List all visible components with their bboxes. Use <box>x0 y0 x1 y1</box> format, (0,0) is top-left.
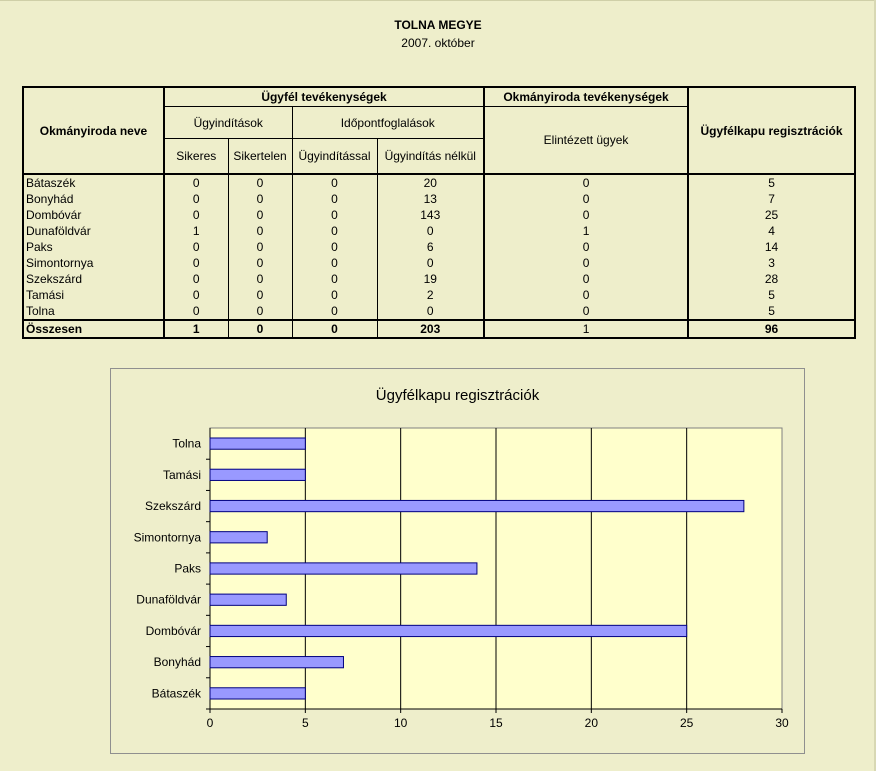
page-subtitle: 2007. október <box>401 36 475 50</box>
unsuccessful-cell: 0 <box>228 191 292 207</box>
successful-cell: 0 <box>164 239 228 255</box>
registrations-cell: 5 <box>688 287 855 303</box>
category-label: Simontornya <box>133 530 201 545</box>
with-initiation-cell: 0 <box>292 287 377 303</box>
bar <box>210 594 286 605</box>
unsuccessful-cell: 0 <box>228 303 292 320</box>
office-name-cell: Dunaföldvár <box>23 223 164 239</box>
unsuccessful-cell: 0 <box>228 271 292 287</box>
handled-cases-cell: 0 <box>484 174 688 191</box>
total-with-initiation: 0 <box>292 320 377 338</box>
bar <box>210 438 305 449</box>
successful-cell: 0 <box>164 255 228 271</box>
x-tick-label: 5 <box>301 716 309 730</box>
registrations-cell: 14 <box>688 239 855 255</box>
header-unsuccessful: Sikertelen <box>228 139 292 175</box>
office-name-cell: Simontornya <box>23 255 164 271</box>
header-case-initiation: Ügyindítások <box>164 107 292 139</box>
total-label: Összesen <box>23 320 164 338</box>
total-successful: 1 <box>164 320 228 338</box>
x-tick-label: 20 <box>584 716 599 730</box>
with-initiation-cell: 0 <box>292 271 377 287</box>
with-initiation-cell: 0 <box>292 223 377 239</box>
table-row <box>23 271 855 287</box>
registrations-cell: 5 <box>688 303 855 320</box>
unsuccessful-cell: 0 <box>228 174 292 191</box>
chart-canvas <box>111 369 804 753</box>
header-handled-cases: Elintézett ügyek <box>484 107 688 175</box>
handled-cases-cell: 0 <box>484 287 688 303</box>
table-row <box>23 223 855 239</box>
successful-cell: 0 <box>164 174 228 191</box>
registrations-chart <box>110 368 805 754</box>
window-top-border <box>0 0 876 1</box>
table-row <box>23 174 855 191</box>
header-successful: Sikeres <box>164 139 228 175</box>
category-label: Tolna <box>172 436 201 451</box>
office-name-cell: Tamási <box>23 287 164 303</box>
page-title: TOLNA MEGYE <box>394 18 482 32</box>
category-label: Dombóvár <box>145 623 201 638</box>
header-without-initiation: Ügyindítás nélkül <box>377 139 484 175</box>
header-appointments: Időpontfoglalások <box>292 107 484 139</box>
registrations-cell: 25 <box>688 207 855 223</box>
office-name-cell: Paks <box>23 239 164 255</box>
registrations-cell: 5 <box>688 174 855 191</box>
header-client-activities: Ügyfél tevékenységek <box>164 87 484 107</box>
with-initiation-cell: 0 <box>292 207 377 223</box>
without-initiation-cell: 13 <box>377 191 484 207</box>
without-initiation-cell: 0 <box>377 303 484 320</box>
unsuccessful-cell: 0 <box>228 287 292 303</box>
handled-cases-cell: 0 <box>484 191 688 207</box>
without-initiation-cell: 143 <box>377 207 484 223</box>
header-office-activities: Okmányiroda tevékenységek <box>484 87 688 107</box>
successful-cell: 0 <box>164 303 228 320</box>
successful-cell: 0 <box>164 271 228 287</box>
header-office-name: Okmányiroda neve <box>23 87 164 174</box>
without-initiation-cell: 0 <box>377 223 484 239</box>
office-name-cell: Szekszárd <box>23 271 164 287</box>
handled-cases-cell: 0 <box>484 239 688 255</box>
successful-cell: 0 <box>164 207 228 223</box>
category-label: Tamási <box>162 467 201 482</box>
without-initiation-cell: 19 <box>377 271 484 287</box>
with-initiation-cell: 0 <box>292 303 377 320</box>
handled-cases-cell: 0 <box>484 271 688 287</box>
office-name-cell: Tolna <box>23 303 164 320</box>
x-tick-label: 25 <box>679 716 694 730</box>
handled-cases-cell: 0 <box>484 255 688 271</box>
table-row <box>23 239 855 255</box>
registrations-cell: 7 <box>688 191 855 207</box>
total-registrations: 96 <box>688 320 855 338</box>
unsuccessful-cell: 0 <box>228 239 292 255</box>
unsuccessful-cell: 0 <box>228 207 292 223</box>
registrations-cell: 3 <box>688 255 855 271</box>
with-initiation-cell: 0 <box>292 174 377 191</box>
table-row <box>23 287 855 303</box>
successful-cell: 0 <box>164 191 228 207</box>
bar <box>210 688 305 699</box>
handled-cases-cell: 0 <box>484 303 688 320</box>
with-initiation-cell: 0 <box>292 255 377 271</box>
total-row <box>23 320 855 338</box>
registrations-cell: 4 <box>688 223 855 239</box>
category-label: Szekszárd <box>144 499 201 514</box>
handled-cases-cell: 0 <box>484 207 688 223</box>
total-without-initiation: 203 <box>377 320 484 338</box>
bar <box>210 563 477 574</box>
category-label: Dunaföldvár <box>136 592 201 607</box>
with-initiation-cell: 0 <box>292 239 377 255</box>
x-tick-label: 15 <box>489 716 503 730</box>
registrations-cell: 28 <box>688 271 855 287</box>
total-unsuccessful: 0 <box>228 320 292 338</box>
header-with-initiation: Ügyindítással <box>292 139 377 175</box>
chart-title: Ügyfélkapu regisztrációk <box>375 387 540 404</box>
total-handled-cases: 1 <box>484 320 688 338</box>
header-registrations: Ügyfélkapu regisztrációk <box>688 87 855 174</box>
category-label: Bonyhád <box>153 655 201 670</box>
successful-cell: 1 <box>164 223 228 239</box>
without-initiation-cell: 0 <box>377 255 484 271</box>
bar <box>210 532 267 543</box>
category-label: Paks <box>174 561 201 576</box>
table-row <box>23 191 855 207</box>
unsuccessful-cell: 0 <box>228 223 292 239</box>
table-row <box>23 255 855 271</box>
without-initiation-cell: 2 <box>377 287 484 303</box>
table-row <box>23 303 855 320</box>
without-initiation-cell: 6 <box>377 239 484 255</box>
bar <box>210 500 744 511</box>
with-initiation-cell: 0 <box>292 191 377 207</box>
office-name-cell: Dombóvár <box>23 207 164 223</box>
office-name-cell: Bátaszék <box>23 174 164 191</box>
x-tick-label: 0 <box>206 716 214 730</box>
bar <box>210 657 343 668</box>
handled-cases-cell: 1 <box>484 223 688 239</box>
x-tick-label: 10 <box>393 716 408 730</box>
category-label: Bátaszék <box>151 686 201 701</box>
x-tick-label: 30 <box>775 716 789 730</box>
bar <box>210 469 305 480</box>
without-initiation-cell: 20 <box>377 174 484 191</box>
office-name-cell: Bonyhád <box>23 191 164 207</box>
table-row <box>23 207 855 223</box>
successful-cell: 0 <box>164 287 228 303</box>
statistics-table <box>22 86 856 339</box>
bar <box>210 625 687 636</box>
unsuccessful-cell: 0 <box>228 255 292 271</box>
